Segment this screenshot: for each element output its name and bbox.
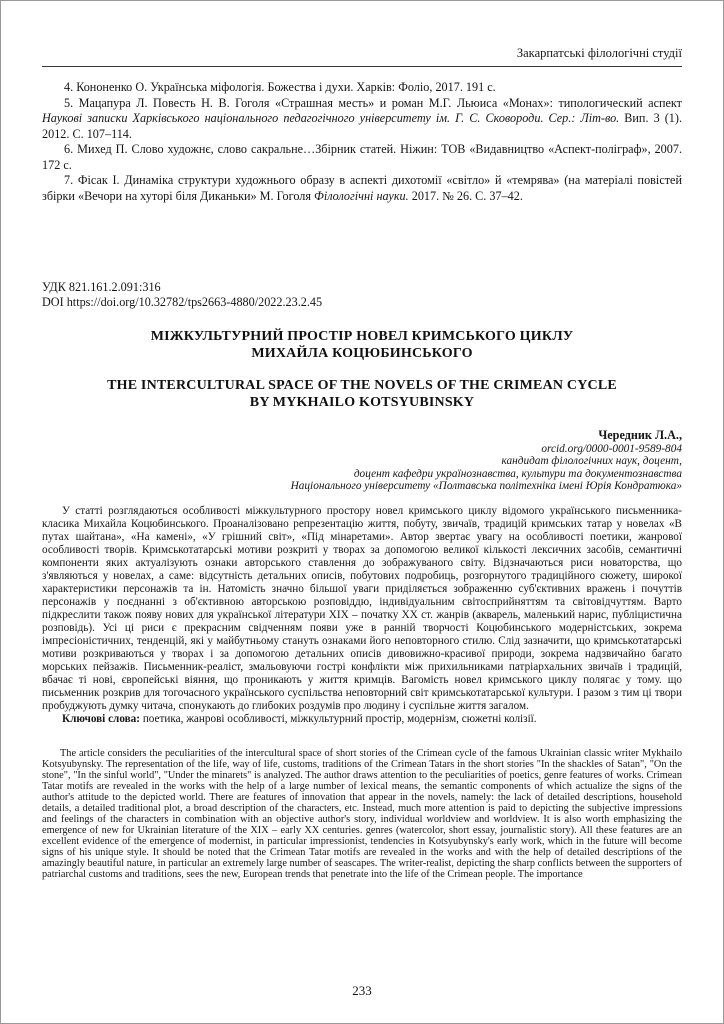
author-block [42, 429, 682, 493]
article-title-en-line1: THE INTERCULTURAL SPACE OF THE NOVELS OF THE CRIMEAN CYCLE [107, 378, 617, 393]
doi-link[interactable]: DOI https://doi.org/10.32782/tps2663-4880/2022.23.2.45 [42, 295, 323, 309]
author-affiliation: Національного університету «Полтавська політехніка імені Юрія Кондратюка» [290, 480, 682, 493]
reference-item-6: 6. Михед П. Слово художнє, слово сакральне…Збірник статей. Ніжин: ТОВ «Видавництво «Аспект-поліграф», 2007. 172 с. [42, 142, 682, 172]
meta-block [42, 280, 682, 310]
page-number: 233 [352, 983, 372, 998]
reference-item-4: 4. Кононенко О. Українська міфологія. Божества і духи. Харків: Фоліо, 2017. 191 с. [64, 80, 496, 94]
journal-header [42, 47, 682, 60]
udc-code: УДК 821.161.2.091:316 [42, 280, 161, 294]
article-title-uk-line1: МІЖКУЛЬТУРНИЙ ПРОСТІР НОВЕЛ КРИМСЬКОГО ЦИКЛУ [150, 329, 574, 344]
keywords-uk-line: Ключові слова: поетика, жанрові особливості, міжкультурний простір, модернізм, сюжетні колізії. [62, 712, 537, 725]
journal-title: Закарпатські філологічні студії [516, 46, 682, 60]
author-orcid-link[interactable]: orcid.org/0000-0001-9589-804 [541, 442, 682, 455]
abstract-uk-text: У статті розглядаються особливості міжкультурного простору новел кримського циклу відомого українського письменника-класика Михайла Коцюбинського. Проаналізовано репрезентацію життя, побуту, звичаїв, традицій кримських татар у новелах «В путах шайтана», «На камені», «У грішний світ», «Під мінаретами». Автор звертає увагу на особливості поетики, жанрової особливості творів. Кримськотатарські мотиви розкриті у творах за допомогою великої кількості лексичних засобів, семантичні компоненти яких актуалізують ознаки авторського ставлення до зображуваного світу. Відзначаються риси новаторства, що з'являються у новелах, а саме: відсутність детальних описів, побутових подробиць, розгорнутого традиційного сюжету, широкої характеристики персонажів та ін. Натомість значно більшої уваги приділяється зображенню суб'єктивних вражень і почуттів персонажів у поєднанні з об'єктивною авторською розповіддю, індивідуальним світосприйняттям та світовідчуттям. Варто підкреслити також появу нових для української літератури XIX – початку XX ст. жанрів (акварель, маленький нарис, публіцистична розповідь). Усі ці риси є прекрасним свідченням появи уже в ранній творчості Коцюбинського модерністських, зокрема імпресіоністичних, тенденцій, які у майбутньому стануть ознаками його неповторного стилю. Слід зазначити, що кримськотатарські мотиви розкриваються у творах і за допомогою детальних описів дивовижно-красивої природи, зокрема надзвичайно багато морських пейзажів. Письменник-реаліст, змальовуючи гострі конфлікти між прихильниками патріархальних звичаїв і традицій, вбачає ті нові, європейські віяння, що проникають у життя кримців. Вагомість новел кримського циклу полягає у тому. що письменник розкрив для тогочасного українського суспільства неповторний світ кримськотатарської культури. І разом з тим ці твори пробуджують думку читача, спонукають до глибоких роздумів про людину і суспільне життя загалом. [42, 504, 682, 712]
abstract-uk-section [42, 505, 682, 726]
header-rule [42, 66, 682, 67]
abstract-en-text: The article considers the peculiarities of the intercultural space of short stories of the Crimean cycle of the famous Ukrainian classic writer Mykhailo Kotsyubynsky. The representation of the life, way of life, customs, traditions of the Crimean Tatars in the short stories "In the shackles of Satan", "On the stone", "In the sinful world", "Under the minarets" is analyzed. The author draws attention to the peculiarities of poetics, genre features of works. Crimean Tatar motifs are revealed in the works with the help of a large number of lexical means, the semantic components of which actualize the signs of the author's attitude to the depicted world. There are features of innovation that appear in the novels, namely: the lack of detailed descriptions, household details, a detailed traditional plot, a broad description of the characters, etc. Instead, much more attention is paid to depicting the subjective impressions and feelings of the characters in combination with an objective author's story, individual worldview and worldview. It is also worth emphasizing the emergence of new for Ukrainian literature of the XIX – early XX centuries. genres (watercolor, short essay, journalistic story). All these features are an excellent evidence of the emergence of modernist, in particular impressionist, tendencies in Kotsyubynsky's early work, which in the future will become signs of his unique style. It should be noted that the Crimean Tatar motifs are revealed in the works and with the help of detailed descriptions of the amazingly beautiful nature, in particular an extremely large number of seascapes. The writer-realist, depicting the sharp conflicts between the supporters of patriarchal customs and traditions, sees the new, European trends that penetrate into the life of the Crimean people. The importance [42, 747, 682, 880]
references-section [42, 80, 682, 204]
article-title-uk-line2: МИХАЙЛА КОЦЮБИНСЬКОГО [251, 346, 473, 361]
author-degree: кандидат філологічних наук, доцент, [501, 455, 682, 468]
reference-item-7: 7. Фісак І. Динаміка структури художнього образу в аспекті дихотомії «світло» й «темрява» (на матеріалі повістей збірки «Вечори на хуторі біля Диканьки» М. Гоголя Філологічні науки. 2017. № 26. С. 37–42. [42, 173, 682, 203]
abstract-en-section [42, 748, 682, 880]
article-title-en [42, 377, 682, 411]
article-title-uk [42, 328, 682, 362]
author-position: доцент кафедри українознавства, культури та документознавства [353, 467, 682, 480]
author-name: Чередник Л.А., [598, 428, 682, 442]
article-title-en-line2: BY MYKHAILO KOTSYUBINSKY [249, 395, 475, 410]
reference-item-5: 5. Мацапура Л. Повесть Н. В. Гоголя «Страшная месть» и роман М.Г. Льюиса «Монах»: типологический аспект Наукові записки Харківського національного педагогічного університету ім. Г. С. Сковороди. Сер.: Літ-во. Вип. 3 (1). 2012. С. 107–114. [42, 95, 682, 141]
